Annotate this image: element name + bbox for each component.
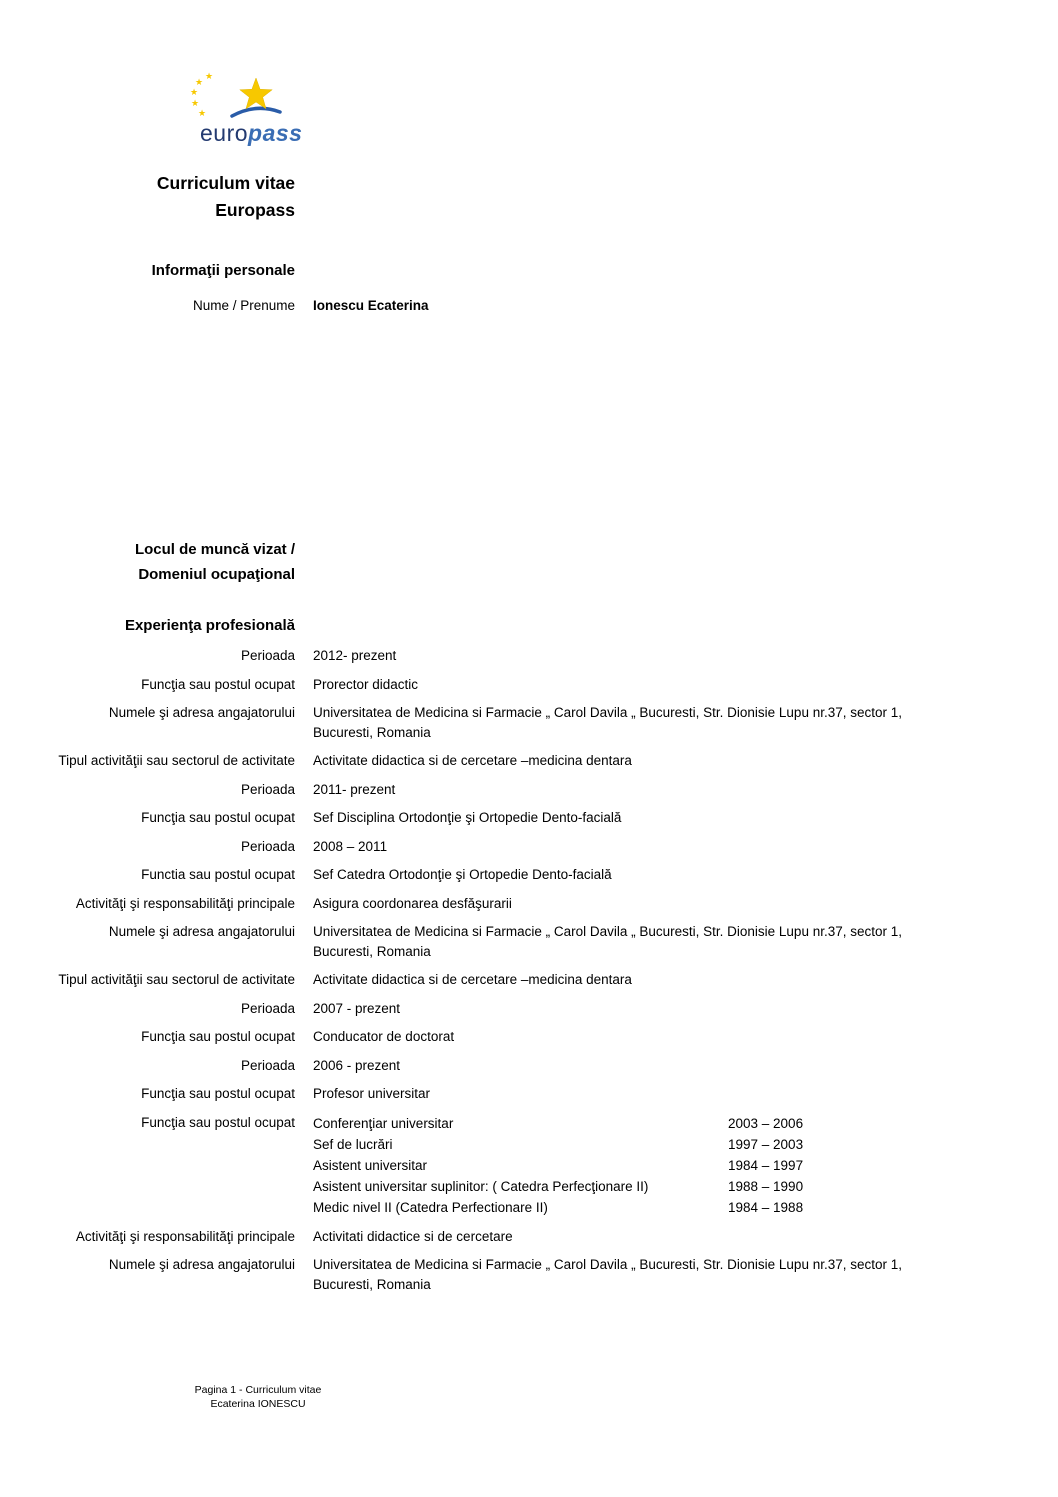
row-label: Functia sau postul ocupat (141, 867, 295, 882)
row-label: Perioada (240, 838, 295, 854)
row-value: Sef Catedra Ortodonţie şi Ortopedie Dento-facială (313, 867, 612, 882)
svg-text:★: ★ (195, 77, 204, 87)
footer-line1: Pagina 1 - Curriculum vitae (194, 1384, 322, 1396)
europass-figure-icon (178, 72, 308, 120)
logo-euro-text: euro (200, 120, 249, 146)
heading-personal-info: Informaţii personale (151, 262, 295, 279)
row-value: Universitatea de Medicina si Farmacie „ Carol Davila „ Bucuresti, Str. Dionisie Lupu nr.37, sector 1, Bucuresti, Romania (313, 705, 902, 740)
row-label: Activităţi şi responsabilităţi principale (75, 1228, 295, 1244)
name-value: Ionescu Ecaterina (313, 298, 429, 313)
document-title-line2: Europass (215, 200, 295, 220)
position-title: Conferenţiar universitar (313, 1115, 454, 1131)
row-label: Funcţia sau postul ocupat (141, 1029, 295, 1044)
row-value: Conducator de doctorat (313, 1029, 455, 1044)
row-label: Perioada (240, 648, 295, 663)
row-value: Prorector didactic (313, 676, 419, 692)
heading-desired-job (0, 537, 295, 587)
row-value: 2007 - prezent (313, 1000, 401, 1016)
row-label: Funcţia sau postul ocupat (141, 1086, 295, 1101)
position-period: 1984 – 1988 (728, 1199, 804, 1215)
row-label: Activităţi şi responsabilităţi principale (75, 895, 295, 911)
row-label: Tipul activităţii sau sectorul de activitate (58, 972, 295, 987)
position-period: 1988 – 1990 (728, 1178, 804, 1194)
heading-desired-job-line2: Domeniul ocupaţional (138, 566, 295, 583)
page-footer (182, 1383, 334, 1411)
positions-list (313, 1113, 958, 1218)
footer-line2: Ecaterina IONESCU (210, 1398, 306, 1410)
name-row (0, 296, 958, 316)
row-value: Universitatea de Medicina si Farmacie „ Carol Davila „ Bucuresti, Str. Dionisie Lupu nr.37, sector 1, Bucuresti, Romania (313, 924, 902, 959)
position-title: Sef de lucrări (313, 1136, 393, 1152)
logo-pass-text: pass (248, 120, 303, 146)
svg-text:★: ★ (191, 98, 200, 108)
row-value: Profesor universitar (313, 1086, 431, 1101)
heading-experience: Experienţa profesională (124, 617, 295, 634)
row-value: Activitate didactica si de cercetare –medicina dentara (313, 972, 632, 987)
row-value: Activitati didactice si de cercetare (313, 1228, 513, 1244)
row-label: Perioada (240, 1000, 295, 1016)
row-value: Sef Disciplina Ortodonţie şi Ortopedie Dento-facială (313, 810, 622, 825)
position-line (313, 1176, 958, 1197)
row-label: Perioada (240, 1057, 295, 1073)
position-period: 1984 – 1997 (728, 1157, 804, 1173)
document-title (0, 170, 295, 224)
row-value: 2008 – 2011 (313, 838, 388, 854)
europass-wordmark (178, 121, 328, 145)
position-period: 2003 – 2006 (728, 1115, 804, 1131)
row-label: Funcţia sau postul ocupat (141, 1114, 295, 1130)
europass-logo (178, 72, 328, 145)
row-value: Activitate didactica si de cercetare –medicina dentara (313, 753, 632, 768)
heading-desired-job-line1: Locul de muncă vizat / (134, 541, 295, 558)
row-label: Tipul activităţii sau sectorul de activitate (58, 753, 295, 768)
name-label: Nume / Prenume (192, 298, 295, 313)
row-label: Funcţia sau postul ocupat (141, 676, 295, 692)
position-line (313, 1197, 958, 1218)
row-label: Numele şi adresa angajatorului (108, 924, 295, 939)
row-value: Asigura coordonarea desfăşurarii (313, 895, 512, 911)
row-value: 2006 - prezent (313, 1057, 401, 1073)
row-value: 2011- prezent (313, 781, 396, 797)
svg-text:★: ★ (198, 108, 207, 118)
svg-text:★: ★ (205, 72, 214, 81)
experience-rows (0, 646, 958, 1294)
position-line (313, 1155, 958, 1176)
row-label: Numele şi adresa angajatorului (108, 705, 295, 720)
row-label: Perioada (240, 781, 295, 797)
svg-text:★: ★ (190, 87, 199, 97)
position-title: Medic nivel II (Catedra Perfectionare II) (313, 1199, 548, 1215)
document-title-line1: Curriculum vitae (156, 173, 295, 193)
position-title: Asistent universitar suplinitor: ( Catedra Perfecţionare II) (313, 1178, 649, 1194)
position-line (313, 1113, 958, 1134)
row-label: Funcţia sau postul ocupat (141, 810, 295, 825)
position-period: 1997 – 2003 (728, 1136, 804, 1152)
row-value: Universitatea de Medicina si Farmacie „ Carol Davila „ Bucuresti, Str. Dionisie Lupu nr.37, sector 1, Bucuresti, Romania (313, 1257, 902, 1292)
row-label: Numele şi adresa angajatorului (108, 1257, 295, 1272)
position-line (313, 1134, 958, 1155)
row-value: 2012- prezent (313, 648, 397, 663)
position-title: Asistent universitar (313, 1157, 428, 1173)
